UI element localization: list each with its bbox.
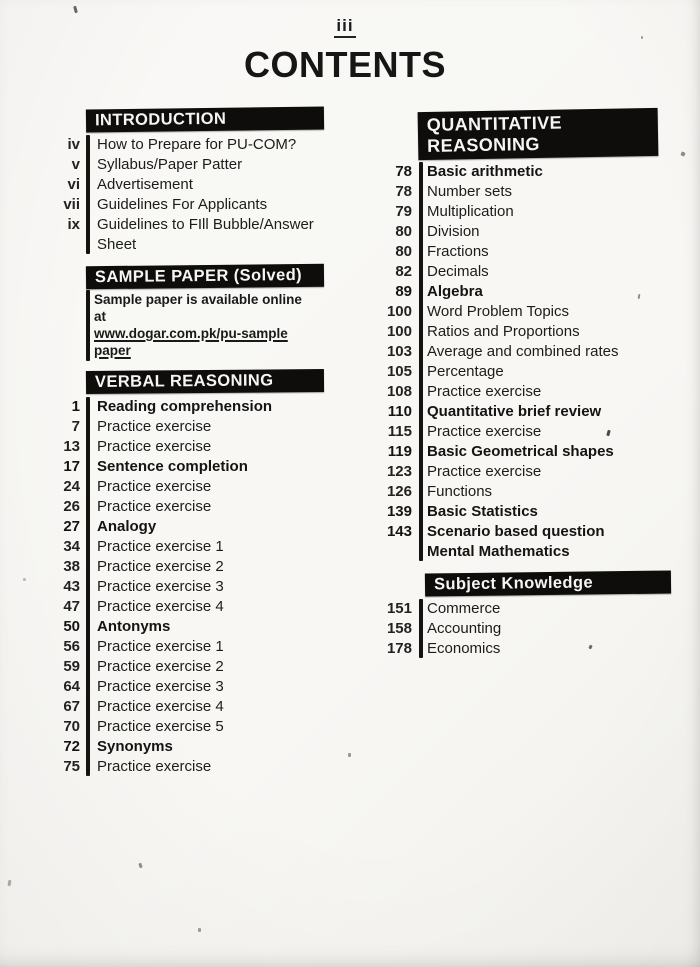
toc-entry (378, 282, 678, 302)
toc-entry-page-number: 79 (395, 203, 412, 220)
toc-entry-page-number: 7 (71, 418, 80, 435)
page-folio: iii (334, 16, 355, 38)
toc-entry-title: Functions (427, 483, 493, 500)
toc-entry-page-number: 158 (386, 620, 412, 637)
sample-paper-note (50, 290, 316, 362)
subject-knowledge-list (378, 599, 678, 659)
toc-entry (378, 442, 678, 462)
quantitative-reasoning-header (418, 108, 659, 160)
toc-entry (378, 382, 678, 402)
toc-entry-title: Reading comprehension (97, 398, 273, 415)
scan-artifact (138, 863, 143, 869)
toc-entry-title: Basic Geometrical shapes (427, 443, 614, 460)
toc-entry-title: Algebra (427, 283, 483, 300)
toc-entry-page-number: 50 (63, 618, 80, 635)
toc-entry-page-number: 126 (386, 483, 412, 500)
toc-entry-title: Average and combined rates (427, 343, 619, 360)
toc-entry-page-number: 78 (395, 163, 412, 180)
toc-entry-title: How to Prepare for PU-COM? (97, 136, 297, 153)
vertical-divider-rule (86, 290, 90, 361)
toc-entry-title: Economics (427, 640, 501, 657)
toc-entry-title: Scenario based question (427, 523, 605, 540)
toc-entry-page-number: 26 (63, 498, 80, 515)
toc-entry-title: Percentage (427, 363, 504, 380)
toc-entry-title: Practice exercise (97, 418, 212, 435)
introduction-list (50, 135, 316, 255)
toc-entry-page-number: v (71, 156, 80, 173)
toc-entry-title: Division (427, 223, 480, 240)
toc-entry (378, 322, 678, 342)
toc-entry (378, 222, 678, 242)
toc-entry-page-number: 178 (386, 640, 412, 657)
toc-entry-page-number: 103 (386, 343, 412, 360)
toc-entry-page-number: vi (67, 176, 80, 193)
toc-entry-title: Syllabus/Paper Patter (97, 156, 243, 173)
toc-entry-title: Advertisement (97, 176, 193, 193)
toc-entry (378, 599, 678, 619)
toc-entry-page-number: 17 (63, 458, 80, 475)
toc-entry-page-number: 151 (386, 600, 412, 617)
verbal-reasoning-header: VERBAL REASONING (86, 369, 324, 394)
toc-entry-page-number: 80 (395, 243, 412, 260)
toc-entry (378, 182, 678, 202)
introduction-header: INTRODUCTION (86, 107, 324, 133)
subject-knowledge-header: Subject Knowledge (425, 570, 671, 596)
left-column (50, 108, 316, 777)
toc-entry-title: Practice exercise 1 (97, 638, 224, 655)
toc-entry-page-number (378, 542, 412, 562)
toc-entry-page-number: 139 (386, 503, 412, 520)
section-quantitative-reasoning (378, 110, 678, 562)
toc-entry-page-number: 78 (395, 183, 412, 200)
vertical-divider-rule (86, 135, 90, 254)
scan-artifact (23, 578, 26, 581)
toc-entry-page-number: 108 (386, 383, 412, 400)
quantitative-header-line1: QUANTITATIVE (426, 112, 563, 135)
toc-entry-title: Multiplication (427, 203, 514, 220)
toc-entry-page-number: 24 (63, 478, 80, 495)
sample-paper-url: www.dogar.com.pk/pu-sample paper (94, 326, 288, 358)
scan-artifact (641, 36, 643, 39)
toc-entry-page-number: 110 (387, 403, 412, 420)
toc-entry-page-number: 47 (63, 598, 80, 615)
toc-entry (378, 502, 678, 522)
toc-entry (378, 619, 678, 639)
section-introduction (50, 108, 316, 255)
folio-container (0, 16, 690, 38)
scan-artifact (73, 6, 78, 14)
toc-entry-title: Number sets (427, 183, 513, 200)
toc-entry-page-number: 89 (395, 283, 412, 300)
toc-entry-page-number: ix (67, 216, 80, 233)
toc-entry-title: Practice exercise (97, 758, 212, 775)
toc-entry-page-number: vii (63, 196, 80, 213)
verbal-reasoning-list (50, 397, 316, 777)
toc-entry (378, 639, 678, 659)
toc-entry-title: Word Problem Topics (427, 303, 570, 320)
toc-entry-title: Synonyms (97, 738, 173, 755)
sample-paper-header: SAMPLE PAPER (Solved) (86, 264, 324, 289)
toc-entry-title: Practice exercise 2 (97, 558, 224, 575)
section-subject-knowledge (378, 572, 678, 659)
toc-entry-title: Basic Statistics (427, 503, 538, 520)
toc-entry-title: Mental Mathematics (427, 543, 570, 560)
toc-entry-page-number: 13 (63, 438, 80, 455)
toc-entry (378, 262, 678, 282)
toc-entry-title: Practice exercise (427, 463, 542, 480)
toc-entry-title: Fractions (427, 243, 489, 260)
toc-entry-title: Practice exercise 3 (97, 678, 224, 695)
scan-artifact (348, 753, 351, 757)
section-verbal-reasoning (50, 370, 316, 777)
toc-entry-page-number: 82 (395, 263, 412, 280)
toc-entry (378, 302, 678, 322)
toc-entry-page-number: 72 (63, 738, 80, 755)
sample-paper-note-text: Sample paper is available online at (94, 292, 302, 324)
toc-entry-title: Basic arithmetic (427, 163, 543, 180)
toc-entry-title: Practice exercise 4 (97, 698, 224, 715)
toc-entry-title: Practice exercise 4 (97, 598, 224, 615)
toc-entry (378, 402, 678, 422)
vertical-divider-rule (419, 599, 423, 658)
toc-entry-page-number: 105 (386, 363, 412, 380)
toc-entry-page-number: 38 (63, 558, 80, 575)
toc-entry-page-number: 1 (71, 398, 80, 415)
toc-entry (378, 202, 678, 222)
scan-artifact (198, 928, 201, 932)
toc-entry-page-number: 100 (386, 323, 412, 340)
scan-artifact (680, 151, 685, 156)
toc-entry-page-number: 56 (63, 638, 80, 655)
toc-entry (378, 242, 678, 262)
toc-entry-title: Ratios and Proportions (427, 323, 580, 340)
toc-entry (378, 342, 678, 362)
toc-entry-title: Practice exercise (97, 498, 212, 515)
toc-entry (378, 462, 678, 482)
toc-entry (378, 362, 678, 382)
toc-entry-title: Practice exercise 1 (97, 538, 224, 555)
toc-entry-page-number: 43 (63, 578, 80, 595)
toc-entry-title: Commerce (427, 600, 501, 617)
toc-entry (378, 482, 678, 502)
toc-entry-title: Sentence completion (97, 458, 248, 475)
toc-entry-page-number: 64 (63, 678, 80, 695)
toc-entry-title: Guidelines For Applicants (97, 196, 268, 213)
toc-entry-title: Practice exercise 2 (97, 658, 224, 675)
toc-entry-page-number: 80 (395, 223, 412, 240)
toc-entry-page-number: 123 (386, 463, 412, 480)
toc-entry-title: Quantitative brief review (427, 403, 602, 420)
right-column (378, 110, 678, 659)
toc-entry-title: Guidelines to FIll Bubble/Answer Sheet (97, 216, 314, 253)
toc-entry-title: Practice exercise (97, 438, 212, 455)
toc-entry-page-number: 143 (386, 523, 412, 540)
toc-entry-title: Analogy (97, 518, 157, 535)
toc-entry-title: Decimals (427, 263, 489, 280)
toc-entry (378, 542, 678, 562)
quantitative-header-line2: REASONING (427, 133, 540, 156)
toc-entry-page-number: 75 (63, 758, 80, 775)
toc-entry-title: Practice exercise 5 (97, 718, 224, 735)
toc-entry-title: Antonyms (97, 618, 171, 635)
toc-entry-page-number: 100 (386, 303, 412, 320)
toc-entry-title: Accounting (427, 620, 502, 637)
toc-entry-title: Practice exercise (97, 478, 212, 495)
vertical-divider-rule (86, 397, 90, 776)
toc-entry-page-number: 115 (387, 423, 412, 440)
page-title: CONTENTS (244, 44, 446, 85)
toc-entry-page-number: 119 (387, 443, 412, 460)
toc-entry-page-number: 59 (63, 658, 80, 675)
toc-entry-page-number: 67 (63, 698, 80, 715)
toc-entry-page-number: 27 (63, 518, 80, 535)
toc-entry-page-number: iv (67, 136, 80, 153)
toc-entry-title: Practice exercise (427, 423, 542, 440)
vertical-divider-rule (419, 162, 423, 561)
scan-artifact (8, 880, 12, 886)
toc-entry-page-number: 70 (63, 718, 80, 735)
toc-entry (378, 162, 678, 182)
toc-entry-title: Practice exercise 3 (97, 578, 224, 595)
section-sample-paper (50, 265, 316, 362)
toc-entry (378, 422, 678, 442)
toc-entry-page-number: 34 (63, 538, 80, 555)
toc-entry (378, 522, 678, 542)
toc-entry-title: Practice exercise (427, 383, 542, 400)
quantitative-reasoning-list (378, 162, 678, 562)
